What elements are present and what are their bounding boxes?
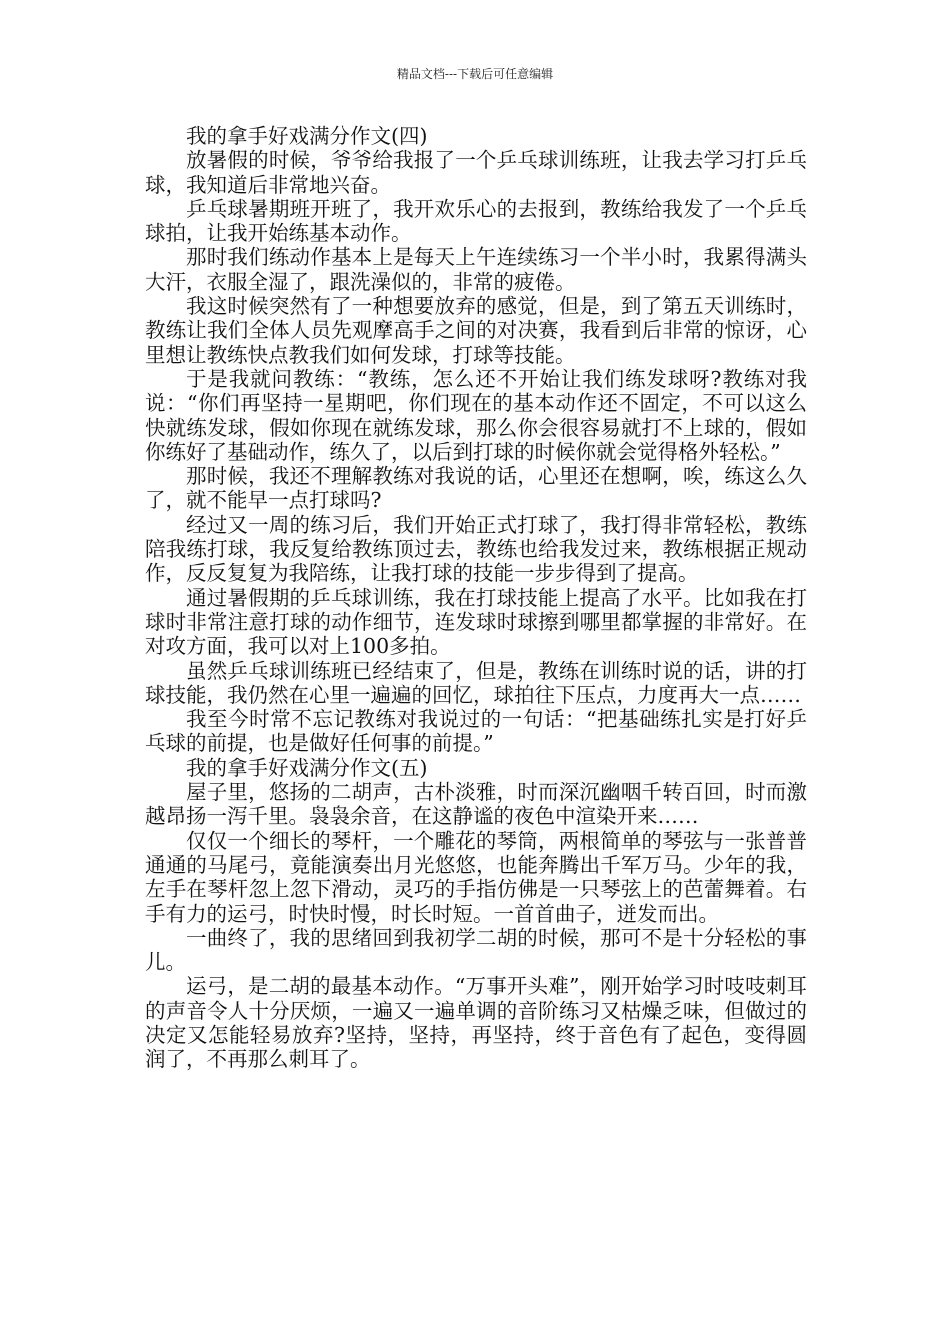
page-header: 精品文档---下载后可任意编辑	[396, 67, 554, 81]
paragraph: 我这时候突然有了一种想要放弃的感觉，但是，到了第五天训练时，教练让我们全体人员先观摩高手之间的对决赛，我看到后非常的惊讶，心里想让教练快点教我们如何发球，打球等技能。	[145, 294, 807, 367]
paragraph: 那时候，我还不理解教练对我说的话，心里还在想啊，唉，练这么久了，就不能早一点打球吗?	[145, 464, 807, 513]
paragraph: 乒乓球暑期班开班了，我开欢乐心的去报到，教练给我发了一个乒乓球拍，让我开始练基本动作。	[145, 196, 807, 246]
essay-title-five: 我的拿手好戏满分作文(五)	[186, 755, 428, 780]
paragraph: 那时我们练动作基本上是每天上午连续练习一个半小时，我累得满头大汗，衣服全湿了，跟洗澡似的，非常的疲倦。	[145, 245, 807, 294]
paragraph: 我至今时常不忘记教练对我说过的一句话：“把基础练扎实是打好乒乓球的前提，也是做好任何事的前提。”	[145, 707, 807, 756]
paragraph: 于是我就问教练：“教练，怎么还不开始让我们练发球呀?教练对我说：“你们再坚持一星期吧，你们现在的基本动作还不固定，不可以这么快就练发球，假如你现在就练发球，那么你会很容易就打不上球的，假如你练好了基础动作，练久了，以后到打球的时候你就会觉得格外轻松。”	[145, 366, 807, 464]
paragraph: 通过暑假期的乒乓球训练，我在打球技能上提高了水平。比如我在打球时非常注意打球的动作细节，连发球时球擦到哪里都掌握的非常好。在对攻方面，我可以对上100多拍。	[145, 585, 807, 659]
essay-title-four: 我的拿手好戏满分作文(四)	[186, 124, 428, 148]
paragraph: 屋子里，悠扬的二胡声，古朴淡雅，时而深沉幽咽千转百回，时而激越昂扬一泻千里。袅袅余音，在这静谧的夜色中渲染开来……	[145, 780, 807, 829]
paragraph: 放暑假的时候，爷爷给我报了一个乒乓球训练班，让我去学习打乒乓球，我知道后非常地兴奋。	[145, 148, 807, 197]
paragraph: 仅仅一个细长的琴杆，一个雕花的琴筒，两根简单的琴弦与一张普普通通的马尾弓，竟能演奏出月光悠悠，也能奔腾出千军万马。少年的我，左手在琴杆忽上忽下滑动，灵巧的手指仿佛是一只琴弦上的芭蕾舞着。右手有力的运弓，时快时慢，时长时短。一首首曲子，迸发而出。	[145, 828, 807, 926]
document-body	[145, 124, 807, 1072]
paragraph: 虽然乒乓球训练班已经结束了，但是，教练在训练时说的话，讲的打球技能，我仍然在心里一遍遍的回忆，球拍往下压点，力度再大一点……	[145, 658, 807, 707]
paragraph: 经过又一周的练习后，我们开始正式打球了，我打得非常轻松，教练陪我练打球，我反复给教练顶过去，教练也给我发过来，教练根据正规动作，反反复复为我陪练，让我打球的技能一步步得到了提高。	[145, 512, 807, 586]
paragraph: 运弓，是二胡的最基本动作。“万事开头难”，刚开始学习时吱吱刺耳的声音令人十分厌烦，一遍又一遍单调的音阶练习又枯燥乏味，但做过的决定又怎能轻易放弃?坚持，坚持，再坚持，终于音色有了起色，变得圆润了，不再那么刺耳了。	[145, 974, 807, 1072]
paragraph: 一曲终了，我的思绪回到我初学二胡的时候，那可不是十分轻松的事儿。	[145, 925, 807, 975]
